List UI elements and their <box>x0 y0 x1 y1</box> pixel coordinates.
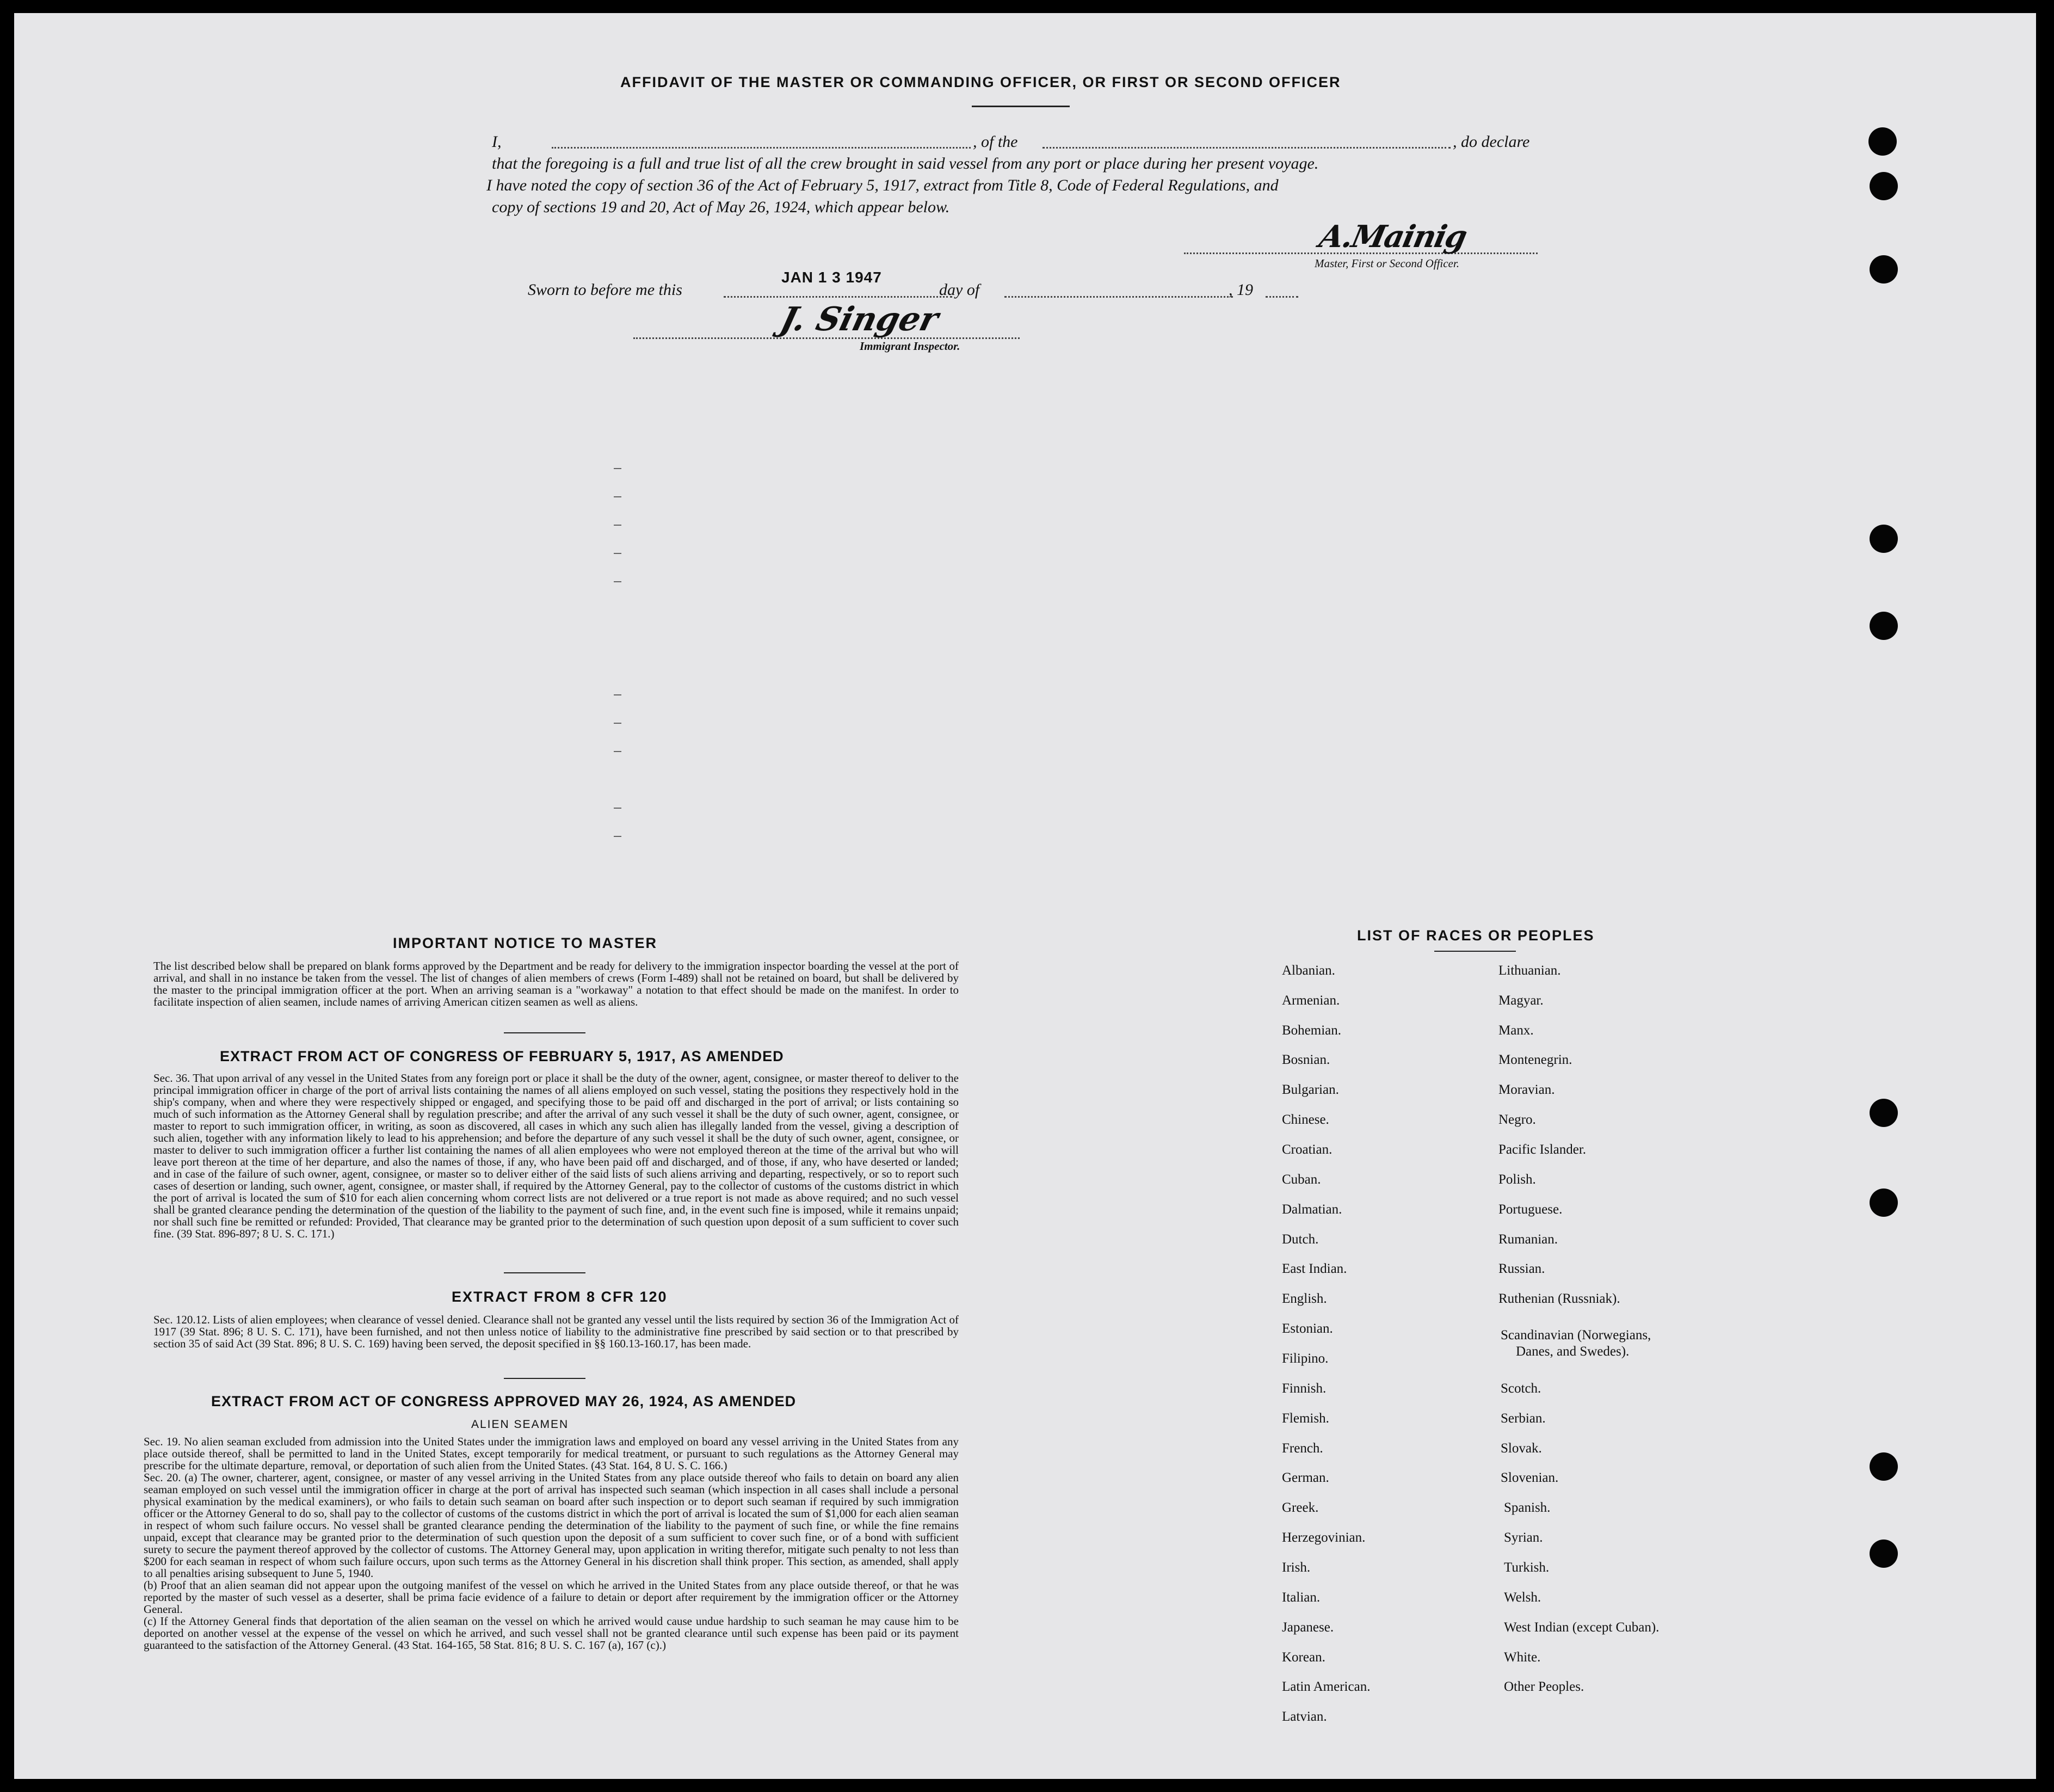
sworn-label: Sworn to before me this <box>528 281 682 299</box>
scan-mark <box>614 808 621 809</box>
race-left-item: Croatian. <box>1282 1142 1333 1157</box>
race-left-item: East Indian. <box>1282 1261 1347 1276</box>
cfr-body: Sec. 120.12. Lists of alien employees; when clearance of vessel denied. Clearance shall not be granted any vessel until the lists required by section 36 of the Immigration Act of 1917 (39 Stat. 896; 8 U. S. C. 171), have been furnished, and not then unless notice of liability to the administrative fine prescribed by said section or to that prescribed by section 35 of said Act (39 Stat. 896; 8 U. S. C. 169) having been served, the deposit specified in §§ 160.13-160.17, has been made. <box>153 1313 959 1350</box>
extract-1917-rule <box>504 1272 585 1273</box>
sworn-month-field[interactable] <box>1004 296 1233 298</box>
declaration-declare: , do declare <box>1453 133 1530 151</box>
race-right-item: Magyar. <box>1498 993 1544 1008</box>
date-stamp: JAN 1 3 1947 <box>781 269 882 286</box>
race-left-item: Estonian. <box>1282 1321 1333 1336</box>
race-left-item: Herzegovinian. <box>1282 1530 1366 1545</box>
master-signature: A.Mainig <box>1316 219 1470 255</box>
race-left-item: Chinese. <box>1282 1112 1329 1127</box>
race-left-item: Filipino. <box>1282 1351 1329 1366</box>
name-field[interactable] <box>552 147 971 149</box>
punch-hole <box>1870 1539 1898 1568</box>
race-right-item: White. <box>1504 1650 1541 1665</box>
declaration-line-2: that the foregoing is a full and true list of all the crew brought in said vessel from any port or place during her present voyage. <box>492 155 1319 173</box>
sworn-year-field[interactable] <box>1266 296 1298 298</box>
race-left-item: French. <box>1282 1441 1323 1456</box>
punch-hole <box>1870 525 1898 553</box>
scan-mark <box>614 723 621 724</box>
race-right-item: Russian. <box>1498 1261 1545 1276</box>
cfr-title: EXTRACT FROM 8 CFR 120 <box>452 1289 668 1305</box>
race-right-item: Syrian. <box>1504 1530 1543 1545</box>
race-right-item: Turkish. <box>1504 1560 1550 1575</box>
race-right-item: Moravian. <box>1498 1082 1555 1097</box>
scan-mark <box>614 468 621 469</box>
vessel-field[interactable] <box>1043 147 1451 149</box>
punch-hole <box>1870 172 1898 200</box>
race-right-item: Welsh. <box>1504 1590 1541 1605</box>
scan-mark <box>614 751 621 752</box>
extract-1924-paragraph: (b) Proof that an alien seaman did not appear upon the outgoing manifest of the vessel on which he arrived in the United States from any place outside thereof, or that he was reported by the master of such vessel as a deserter, shall be prima facie evidence of a failure to detain or deport after requirement by the immigration officer or the Attorney General. <box>144 1579 959 1616</box>
race-right-item: Spanish. <box>1504 1500 1551 1515</box>
punch-hole <box>1870 612 1898 640</box>
notice-rule <box>504 1032 585 1033</box>
inspector-caption: Immigrant Inspector. <box>860 340 960 353</box>
race-left-item: Latvian. <box>1282 1709 1327 1724</box>
race-right-item: Slovenian. <box>1501 1470 1559 1485</box>
scan-mark <box>614 525 621 526</box>
cfr-rule <box>504 1378 585 1379</box>
race-left-item: Japanese. <box>1282 1620 1334 1635</box>
inspector-signature: J. Singer <box>776 300 942 338</box>
race-right-item: Negro. <box>1498 1112 1536 1127</box>
races-rule <box>1434 951 1516 952</box>
extract-1924-paragraph: Sec. 20. (a) The owner, charterer, agent, consignee, or master of any vessel arriving in the United States from any place outside thereof who fails to detain on board any alien seaman employed on such vessel until the immigration officer in charge at the port of arrival has inspected such seaman (which inspection in all cases shall include a personal physical examination by the medical examiners), or who fails to detain such seaman on board after such inspection or to deport such seaman if required by such immigration officer or the Attorney General to do so, shall pay to the collector of customs of the customs district in which the port of arrival is located the sum of $1,000 for each alien seaman in respect of whom such failure occurs. No vessel shall be granted clearance pending the determination of the liability to the payment of such fine, or while the fine remains unpaid, except that clearance may be granted prior to the determination of such question upon the deposit of a sum sufficient to cover such fine, or of a bond with sufficient surety to secure the payment thereof approved by the collector of customs. The Attorney General may, upon application in writing therefor, mitigate such penalty to not less than $200 for each seaman in respect of whom such failure occurs, upon such terms as the Attorney General in his discretion shall think proper. This section, as amended, shall apply to all penalties arising subsequent to June 5, 1940. <box>144 1471 959 1580</box>
race-left-item: Albanian. <box>1282 963 1335 978</box>
master-caption: Master, First or Second Officer. <box>1315 257 1459 270</box>
race-right-item: Lithuanian. <box>1498 963 1561 978</box>
punch-hole <box>1870 255 1898 284</box>
sworn-year: , 19 <box>1229 281 1253 299</box>
race-left-item: Finnish. <box>1282 1381 1327 1396</box>
scan-mark <box>614 553 621 554</box>
race-right-item: Montenegrin. <box>1498 1052 1572 1067</box>
race-left-item: Bohemian. <box>1282 1023 1342 1038</box>
scan-mark <box>614 496 621 497</box>
race-right-item: Scandinavian (Norwegians, <box>1501 1328 1651 1343</box>
declaration-i: I, <box>492 133 502 151</box>
extract-1917-body: Sec. 36. That upon arrival of any vessel in the United States from any foreign port or place it shall be the duty of the owner, agent, consignee, or master thereof to deliver to the principal immigration officer in charge of the port of arrival lists containing the names of all aliens employed on such vessel, stating the positions they respectively hold in the ship's company, when and where they were respectively shipped or engaged, and specifying those to be paid off and discharged in the port of arrival; or lists containing so much of such information as the Attorney General shall by regulation prescribe; and after the arrival of any such vessel it shall be the duty of such owner, agent, consignee, or master to report to such immigration officer, in writing, as soon as discovered, all cases in which any such alien has illegally landed from the vessel, giving a description of such alien, together with any information likely to lead to his apprehension; and before the departure of any such vessel it shall be the duty of such owner, agent, consignee, or master to deliver to such immigration officer a further list containing the names of all alien employees who were not employed thereon at the time of the arrival but who will leave port thereon at the time of her departure, and also the names of those, if any, who have been paid off and discharged, and of those, if any, who have deserted or landed; and in case of the failure of such owner, agent, consignee, or master so to deliver either of the said lists of such aliens arriving and departing, respectively, or so to report such cases of desertion or landing, such owner, agent, consignee, or master shall, if required by the Attorney General, pay to the collector of customs of the customs district in which the port of arrival is located the sum of $10 for each alien concerning whom correct lists are not delivered or a true report is not made as above required; and no such vessel shall be granted clearance pending the determination of the question of the liability to the payment of such fine, and, in the event such fine is imposed, while it remains unpaid; nor shall such fine be remitted or refunded: Provided, That clearance may be granted prior to the determination of such question upon deposit of a sum sufficient to cover such fine. (39 Stat. 896-897; 8 U. S. C. 171.) <box>153 1071 959 1240</box>
race-left-item: Bosnian. <box>1282 1052 1330 1067</box>
notice-title: IMPORTANT NOTICE TO MASTER <box>393 935 657 951</box>
punch-hole <box>1870 1188 1898 1217</box>
notice-body: The list described below shall be prepared on blank forms approved by the Department and be ready for delivery to the immigration inspector boarding the vessel at the port of arrival, and shall in no instance be taken from the vessel. The list of changes of alien members of crews (Form I-489) shall not be retained on board, but shall be delivered by the master to the principal immigration officer at the port. When an arriving seaman is a "workaway" a notation to that effect should be made on the manifest. In order to facilitate inspection of alien seamen, include names of arriving American citizen seamen as well as aliens. <box>153 959 959 1008</box>
race-left-item: Korean. <box>1282 1650 1325 1665</box>
race-right-item: Danes, and Swedes). <box>1516 1344 1630 1359</box>
race-right-item: West Indian (except Cuban). <box>1504 1620 1660 1635</box>
race-right-item: Pacific Islander. <box>1498 1142 1587 1157</box>
race-left-item: German. <box>1282 1470 1329 1485</box>
race-left-item: Greek. <box>1282 1500 1319 1515</box>
sworn-day-field[interactable] <box>724 296 952 298</box>
punch-hole <box>1868 127 1897 156</box>
punch-hole <box>1870 1099 1898 1127</box>
race-right-item: Polish. <box>1498 1172 1536 1187</box>
title-rule <box>972 106 1070 107</box>
declaration-line-3: I have noted the copy of section 36 of the Act of February 5, 1917, extract from Title 8, Code of Federal Regulations, and <box>486 176 1279 194</box>
scan-mark <box>614 836 621 837</box>
extract-1924-body <box>144 1436 959 1651</box>
race-left-item: Italian. <box>1282 1590 1321 1605</box>
race-right-item: Serbian. <box>1501 1411 1546 1426</box>
race-left-item: English. <box>1282 1291 1327 1306</box>
race-left-item: Armenian. <box>1282 993 1340 1008</box>
extract-1924-title: EXTRACT FROM ACT OF CONGRESS APPROVED MAY 26, 1924, AS AMENDED <box>211 1393 797 1409</box>
race-right-item: Other Peoples. <box>1504 1679 1584 1694</box>
race-right-item: Ruthenian (Russniak). <box>1498 1291 1620 1306</box>
race-left-item: Dutch. <box>1282 1232 1319 1247</box>
race-left-item: Flemish. <box>1282 1411 1329 1426</box>
declaration-of-the: , of the <box>973 133 1018 151</box>
scan-mark <box>614 694 621 695</box>
race-left-item: Cuban. <box>1282 1172 1321 1187</box>
extract-1924-subtitle: ALIEN SEAMEN <box>471 1418 569 1431</box>
extract-1924-paragraph: Sec. 19. No alien seaman excluded from admission into the United States under the immigration laws and employed on board any vessel arriving in the United States from any place outside thereof, shall be permitted to land in the United States, except temporarily for medical treatment, or pursuant to such regulations as the Attorney General may prescribe for the ultimate departure, removal, or deportation of such alien from the United States. (43 Stat. 164, 8 U. S. C. 166.) <box>144 1435 959 1472</box>
race-right-item: Manx. <box>1498 1023 1534 1038</box>
affidavit-title: AFFIDAVIT OF THE MASTER OR COMMANDING OFFICER, OR FIRST OR SECOND OFFICER <box>620 74 1341 90</box>
scan-mark <box>614 581 621 582</box>
extract-1924-paragraph: (c) If the Attorney General finds that deportation of the alien seaman on the vessel on which he arrived would cause undue hardship to such seaman he may cause him to be deported on another vessel at the expense of the vessel on which he arrived, and such vessel shall not be granted clearance until such expense has been paid or its payment guaranteed to the satisfaction of the Attorney General. (43 Stat. 164-165, 58 Stat. 816; 8 U. S. C. 167 (a), 167 (c).) <box>144 1615 959 1652</box>
race-right-item: Portuguese. <box>1498 1202 1563 1217</box>
race-left-item: Latin American. <box>1282 1679 1371 1694</box>
race-right-item: Rumanian. <box>1498 1232 1558 1247</box>
race-left-item: Irish. <box>1282 1560 1311 1575</box>
race-left-item: Dalmatian. <box>1282 1202 1342 1217</box>
sworn-day-of: day of <box>939 281 980 299</box>
declaration-line-4: copy of sections 19 and 20, Act of May 26, 1924, which appear below. <box>492 198 950 216</box>
race-right-item: Slovak. <box>1501 1441 1542 1456</box>
race-right-item: Scotch. <box>1501 1381 1541 1396</box>
extract-1917-title: EXTRACT FROM ACT OF CONGRESS OF FEBRUARY 5, 1917, AS AMENDED <box>220 1048 784 1064</box>
document-page <box>14 13 2036 1779</box>
punch-hole <box>1870 1452 1898 1481</box>
race-left-item: Bulgarian. <box>1282 1082 1339 1097</box>
races-title: LIST OF RACES OR PEOPLES <box>1357 927 1595 944</box>
